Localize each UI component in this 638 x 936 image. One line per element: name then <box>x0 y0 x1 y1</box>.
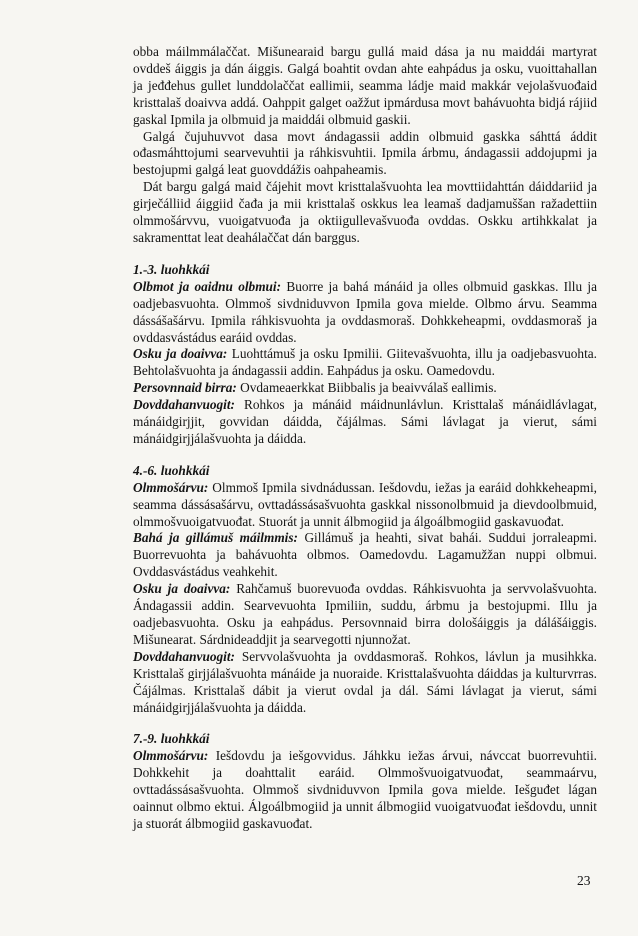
entry-text: Iešdovdu ja iešgovvidus. Jáhkku iežas árvui, návccat buorrevuhtii. Dohkkehit ja doahttalit earáid. Olmmošvuoigatvuođat, seammaárvu, ovttadássásašvuohta. Olmmoš sivdniduvvon Ipmila gova mielde. Iešguđet lágan oainnut olbmo ektui. Álgoálbmogiid ja unnit álbmogiid vuoigatvuođat iešdovdu, unnit ja stuorát álbmogiid gaskavuođat. <box>133 748 597 831</box>
entry-term: Dovddahanvuogit: <box>133 648 235 664</box>
intro-paragraph-3: Dát bargu galgá maid čájehit movt kristtalašvuohta lea movttiidahttán dáiddariid ja girječálliid áiggiid čađa ja mii kristtalaš oskkus lea leamaš dadjamuššan ražadettiin olmmošárvvu, vuoigatvuođa ja oktiigullevašvuođa ovddas. Oskku artihkkalat ja sakramenttat leat deahálaččat dán barggus. <box>133 179 597 245</box>
entry-term: Bahá ja gillámuš máilmmis: <box>133 530 298 546</box>
page-number: 23 <box>577 873 591 888</box>
entry <box>133 480 597 531</box>
entry-term: Persovnnaid birra: <box>133 380 237 396</box>
entry-term: Dovddahanvuogit: <box>133 397 235 413</box>
section-title: 1.-3. luohkkái <box>133 261 210 277</box>
section-grades-7-9 <box>133 731 597 832</box>
entry <box>133 581 597 649</box>
section-grades-1-3 <box>133 262 597 448</box>
entry-text: Rahčamuš buorevuođa ovddas. Ráhkisvuohta ja servvolašvuohta. Ándagassii addin. Searvevuohta Ipmiliin, suddu, árbmu ja bestojupmi. Illu ja oadjebasvuohta. Osku ja eahpádus. Persovnnaid birra dološáiggis ja dálášáiggis. Mišunearat. Sárdnideaddjit ja searvegotti njunnožat. <box>133 581 597 647</box>
entry-term: Osku ja doaivva: <box>133 581 231 597</box>
section-grades-4-6 <box>133 463 597 717</box>
entry-term: Olmmošárvu: <box>133 748 209 764</box>
entry-text: Rohkos ja mánáid máidnunlávlun. Kristtalaš mánáidlávlagat, mánáidgirjjit, govvidan dáidda, čájálmas. Sámi lávlagat ja vierut, sámi mánáidgirjjálašvuohta ja dáidda. <box>133 397 597 446</box>
entry <box>133 530 597 581</box>
entry <box>133 649 597 717</box>
entry-text: Gillámuš ja heahti, sivat bahái. Suddui jorraleapmi. Buorrevuohta ja bahávuohta olbmos. Oamedovdu. Lagamužžan nuppi olbmui. Ovddasvástádus veahkehit. <box>133 530 597 580</box>
entry-term: Olmmošárvu: <box>133 479 209 495</box>
entry-text: Luohttámuš ja osku Ipmilii. Giitevašvuohta, illu ja oadjebasvuohta. Behtolašvuohta ja ándagassii addin. Eahpádus ja osku. Oamedovdu. <box>133 346 597 379</box>
section-title: 7.-9. luohkkái <box>133 731 210 747</box>
entry-text: Servvolašvuohta ja ovddasmoraš. Rohkos, lávlun ja musihkka. Kristtalaš girjjálašvuohta mánáide ja nuoraide. Kristtalašvuohta dáiddas ja kulturvrras. Čájálmas. Kristtalaš dábit ja vierut ovdal ja dál. Sámi lávlagat ja vierut, sámi mánáidgirjjálašvuohta ja dáidda. <box>133 648 597 715</box>
entry-text: Ovdameaerkkat Biibbalis ja beaivválaš eallimis. <box>236 380 497 396</box>
text-column <box>133 44 597 833</box>
entry-text: Olmmoš Ipmila sivdnádussan. Iešdovdu, iežas ja earáid dohkkeheapmi, seamma dássásašárvu, ovttadássásašvuohta gaskkal nissonolbmuid ja dievdoolbmuid, olmmošvuoigatvuođat. Stuorát ja unnit álbmogiid ja álgoálbmogiid gaskavuođat. <box>133 479 597 529</box>
entry-term: Olbmot ja oaidnu olbmui: <box>133 278 282 294</box>
section-title: 4.-6. luohkkái <box>133 462 210 478</box>
intro-paragraph-1: obba máilmmálaččat. Mišunearaid bargu gullá maid dása ja nu maiddái martyrat ovddeš áiggis ja dán áiggis. Galgá boahtit ovdan ahte eahpádus ja osku, vuoittahallan ja jeđđehus gullet lunddolaččat eallimii, seamma ládje maid makkár vejolašvuođaid kristtalaš doaivva addá. Oahppit galget oažžut ipmárdusa movt bahávuohta bidjá rájiid gaskal Ipmila ja olbmuid ja maiddái olbmuid gaskii. <box>133 44 597 127</box>
entry-term: Osku ja doaivva: <box>133 346 228 362</box>
entry-text: Buorre ja bahá mánáid ja olles olbmuid gaskkas. Illu ja oadjebasvuohta. Olmmoš sivdniduvvon Ipmila gova mielde. Olbmo árvu. Seamma dássášašárvu. Ipmila ráhkisvuohta ja ovddasmoraš. Dohkkeheapmi, ovddasmoraš ja ovddasvástádus earáid ovddas. <box>133 278 597 345</box>
intro-paragraph-2: Galgá čujuhuvvot dasa movt ándagassii addin olbmuid gaskka sáhttá áddit ođasmáhttojumi searvevuhtii ja ráhkisvuhtii. Ipmila árbmu, ándagassii addojupmi ja bestojupmi galgá leat guovddážis oahpaheamis. <box>133 128 597 178</box>
entry <box>133 380 597 397</box>
entry <box>133 346 597 380</box>
entry <box>133 397 597 448</box>
entry <box>133 748 597 833</box>
entry <box>133 279 597 347</box>
